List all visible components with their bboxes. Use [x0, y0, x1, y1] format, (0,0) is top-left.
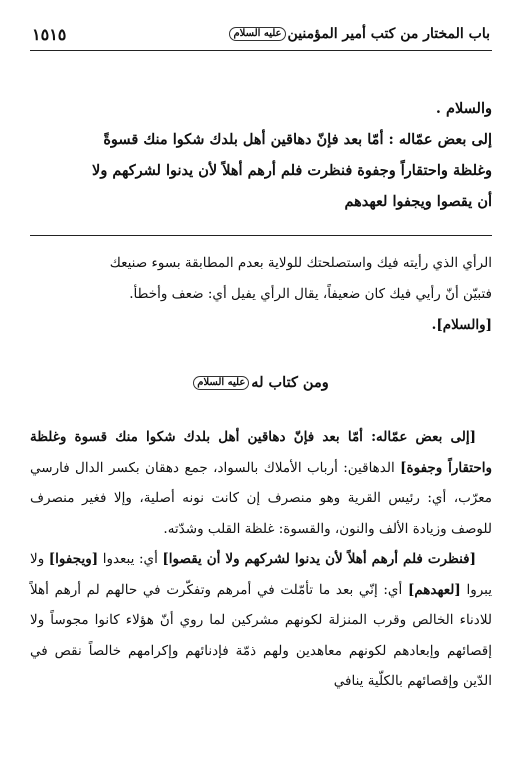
main-text-line: وغلظة واحتقاراً وجفوة فنظرت فلم أرهم أهلاً لأن يدنوا لشركهم ولا	[92, 162, 492, 179]
main-text-line: أن يقصوا ويجفوا لعهدهم	[344, 193, 492, 210]
explanation-text: أي: يبعدوا	[98, 551, 163, 567]
book-page	[30, 20, 492, 745]
main-text-line: والسلام .	[435, 100, 492, 117]
quoted-phrase: [فنظرت فلم أرهم أهلاً لأن يدنوا لشركهم ولا أن يقصوا]	[162, 551, 476, 567]
commentary-paragraph	[30, 544, 492, 697]
section-title-text: ومن كتاب له	[251, 374, 329, 391]
page-number: ١٥١٥	[32, 24, 67, 44]
page-header	[30, 20, 492, 48]
commentary-line: الرأي الذي رأيته فيك واستصلحتك للولاية بعدم المطابقة بسوء صنيعك	[109, 255, 492, 271]
explanation-text: أي: إنّي بعد ما تأمّلت في أمرهم وتفكّرت في حالهم لم أرهم أهلاً للادناء الخالص وقرب المنزلة لكونهم مشركين لما روي أنّ هؤلاء كانوا مجوساً ولا إقصائهم وإبعادهم لكونهم معاهدين ولهم ذمّة فإدنائهم وإكرامهم خالصاً نقص في الدّين وإقصائهم بالكلّية ينافي	[30, 581, 492, 689]
quoted-phrase: [ويجفوا]	[48, 551, 99, 567]
honorific-glyph: عليه السلام	[229, 27, 285, 41]
quoted-phrase: [إلى بعض عمّاله: أمّا بعد فإنّ دهاقين أهل بلدك شكوا منك قسوة وغلظة واحتقاراً وجفوة]	[30, 429, 492, 476]
explanation-text: الدهاقين: أرباب الأملاك بالسواد، جمع دهقان بكسر الدال فارسي معرّب، أي: رئيس القرية وهو منصرف إن كانت نونه أصلية، وإلا فغير منصرف للوصف وزيادة الألف والنون، والقسوة: غلظة القلب وشدّته.	[30, 459, 492, 537]
commentary-continuation	[30, 238, 492, 341]
running-title-text: باب المختار من كتب أمير المؤمنين	[287, 26, 490, 42]
main-text-line: إلى بعض عمّاله : أمّا بعد فإنّ دهاقين أهل بلدك شكوا منك قسوةً	[103, 131, 492, 148]
section-title	[30, 374, 492, 391]
honorific-glyph: عليه السلام	[193, 376, 249, 390]
commentary-line: [والسلام].	[431, 317, 492, 333]
main-text-block	[30, 53, 492, 217]
running-title	[229, 26, 490, 42]
quoted-phrase: [لعهدهم]	[407, 581, 461, 598]
text-commentary-divider	[30, 235, 492, 236]
commentary-paragraph	[30, 422, 492, 544]
commentary-block	[30, 422, 492, 697]
header-rule	[30, 50, 492, 51]
explanation-text: ولا يبروا	[30, 551, 493, 598]
commentary-line: فتبيّن أنّ رأيي فيك كان ضعيفاً، يقال الرأي يفيل أي: ضعف وأخطأ.	[129, 286, 492, 302]
